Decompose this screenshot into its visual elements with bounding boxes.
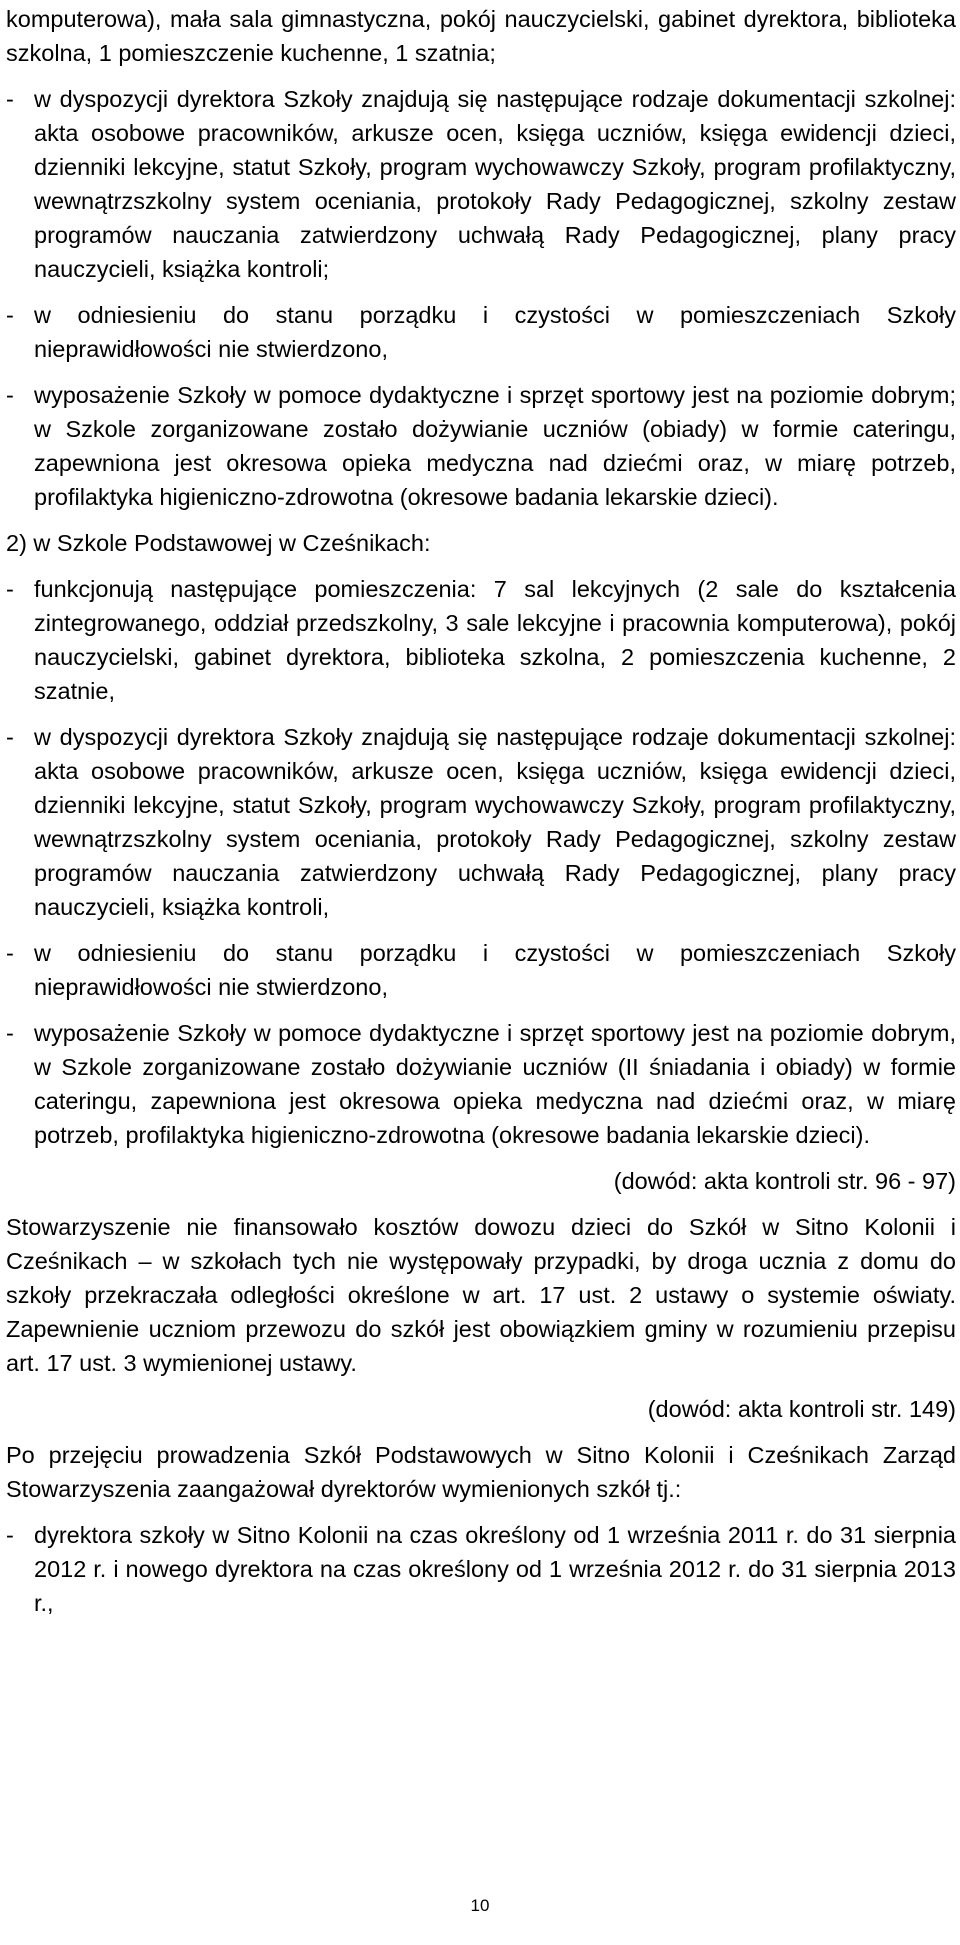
bullet-dash: - [6, 382, 14, 408]
list-item-directors [6, 1518, 956, 1620]
evidence-reference: (dowód: akta kontroli str. 96 - 97) [613, 1168, 956, 1194]
bullet-dash: - [6, 302, 14, 328]
paragraph-management: Po przejęciu prowadzenia Szkół Podstawowych w Sitno Kolonii i Cześnikach Zarząd Stowarzyszenia zaangażował dyrektorów wymienionych szkół tj.: [6, 1442, 956, 1502]
document-page [6, 0, 956, 1620]
list-item-cleanliness-1 [6, 298, 956, 366]
list-item-text: w odniesieniu do stanu porządku i czystości w pomieszczeniach Szkoły nieprawidłowości nie stwierdzono, [34, 940, 956, 1000]
list-item-equipment-2 [6, 1016, 956, 1152]
evidence-reference: (dowód: akta kontroli str. 149) [647, 1396, 956, 1422]
list-item-documentation-1 [6, 82, 956, 286]
bullet-dash: - [6, 576, 14, 602]
paragraph-transport: Stowarzyszenie nie finansowało kosztów dowozu dzieci do Szkół w Sitno Kolonii i Cześnikach – w szkołach tych nie występowały przypadki, by droga ucznia z domu do szkoły przekraczała odległości określone w art. 17 ust. 2 ustawy o systemie oświaty. Zapewnienie uczniom przewozu do szkół jest obowiązkiem gminy w rozumieniu przepisu art. 17 ust. 3 wymienionej ustawy. [6, 1214, 956, 1376]
list-item-cleanliness-2 [6, 936, 956, 1004]
list-item-text: wyposażenie Szkoły w pomoce dydaktyczne i sprzęt sportowy jest na poziomie dobrym, w Szkole zorganizowane zostało dożywianie uczniów (II śniadania i obiady) w formie cateringu, zapewniona jest okresowa opieka medyczna nad dziećmi oraz, w miarę potrzeb, profilaktyka higieniczno-zdrowotna (okresowe badania lekarskie dzieci). [34, 1020, 956, 1148]
list-item-text: dyrektora szkoły w Sitno Kolonii na czas określony od 1 września 2011 r. do 31 sierpnia 2012 r. i nowego dyrektora na czas określony od 1 września 2012 r. do 31 sierpnia 2013 r., [34, 1522, 956, 1616]
list-item-text: w dyspozycji dyrektora Szkoły znajdują się następujące rodzaje dokumentacji szkolnej: akta osobowe pracowników, arkusze ocen, księga uczniów, księga ewidencji dzieci, dzienniki lekcyjne, statut Szkoły, program wychowawczy Szkoły, program profilaktyczny, wewnątrzszkolny system oceniania, protokoły Rady Pedagogicznej, szkolny zestaw programów nauczania zatwierdzony uchwałą Rady Pedagogicznej, plany pracy nauczycieli, książka kontroli, [34, 724, 956, 920]
bullet-dash: - [6, 724, 14, 750]
bullet-dash: - [6, 86, 14, 112]
list-item-text: w odniesieniu do stanu porządku i czystości w pomieszczeniach Szkoły nieprawidłowości nie stwierdzono, [34, 302, 956, 362]
page-number: 10 [470, 1896, 490, 1915]
bullet-dash: - [6, 1020, 14, 1046]
list-item-documentation-2 [6, 720, 956, 924]
list-item-text: w dyspozycji dyrektora Szkoły znajdują się następujące rodzaje dokumentacji szkolnej: akta osobowe pracowników, arkusze ocen, księga uczniów, księga ewidencji dzieci, dzienniki lekcyjne, statut Szkoły, program wychowawczy Szkoły, program profilaktyczny, wewnątrzszkolny system oceniania, protokoły Rady Pedagogicznej, szkolny zestaw programów nauczania zatwierdzony uchwałą Rady Pedagogicznej, plany pracy nauczycieli, książka kontroli; [34, 86, 956, 282]
bullet-dash: - [6, 1522, 14, 1548]
bullet-dash: - [6, 940, 14, 966]
list-item-equipment-1 [6, 378, 956, 514]
section-heading: 2) w Szkole Podstawowej w Cześnikach: [6, 530, 431, 556]
list-item-text: funkcjonują następujące pomieszczenia: 7 sal lekcyjnych (2 sale do kształcenia zintegrowanego, oddział przedszkolny, 3 sale lekcyjne i pracownia komputerowa), pokój nauczycielski, gabinet dyrektora, biblioteka szkolna, 2 pomieszczenia kuchenne, 2 szatnie, [34, 576, 956, 704]
paragraph-top: komputerowa), mała sala gimnastyczna, pokój nauczycielski, gabinet dyrektora, biblioteka szkolna, 1 pomieszczenie kuchenne, 1 szatnia; [6, 6, 956, 66]
list-item-text: wyposażenie Szkoły w pomoce dydaktyczne i sprzęt sportowy jest na poziomie dobrym; w Szkole zorganizowane zostało dożywianie uczniów (obiady) w formie cateringu, zapewniona jest okresowa opieka medyczna nad dziećmi oraz, w miarę potrzeb, profilaktyka higieniczno-zdrowotna (okresowe badania lekarskie dzieci). [34, 382, 956, 510]
list-item-rooms-2 [6, 572, 956, 708]
